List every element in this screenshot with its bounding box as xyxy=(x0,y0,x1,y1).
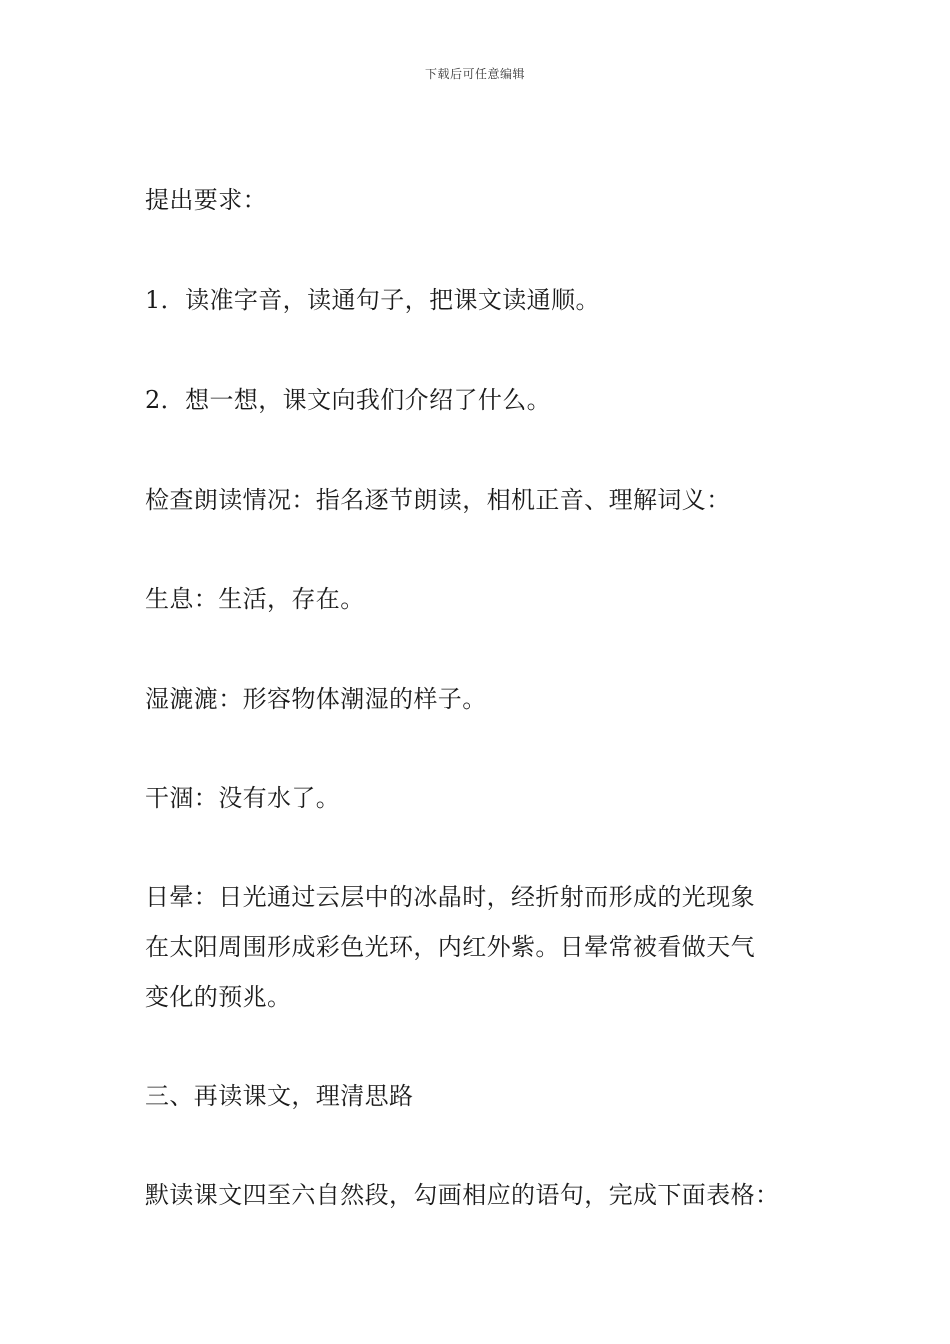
term-definition-shengxi: 生息：生活，存在。 xyxy=(145,585,365,613)
silent-reading-task: 默读课文四至六自然段，勾画相应的语句，完成下面表格： xyxy=(145,1181,780,1209)
page-header: 下载后可任意编辑 xyxy=(424,67,525,81)
term-definition-ganhe: 干涸：没有水了。 xyxy=(145,784,341,812)
term-definition-riyun xyxy=(145,872,815,1022)
requirement-item-2: 2．想一想，课文向我们介绍了什么。 xyxy=(145,386,552,414)
check-reading-paragraph: 检查朗读情况：指名逐节朗读，相机正音、理解词义： xyxy=(145,486,731,514)
section-three-heading: 三、再读课文，理清思路 xyxy=(145,1082,414,1110)
riyun-line-3: 变化的预兆。 xyxy=(145,983,292,1011)
requirement-item-1: 1．读准字音，读通句子，把课文读通顺。 xyxy=(145,286,600,314)
riyun-line-1: 日晕：日光通过云层中的冰晶时，经折射而形成的光现象 xyxy=(145,883,755,911)
term-definition-shilulu: 湿漉漉：形容物体潮湿的样子。 xyxy=(145,685,487,713)
requirements-heading: 提出要求： xyxy=(145,186,267,214)
riyun-line-2: 在太阳周围形成彩色光环，内红外紫。日晕常被看做天气 xyxy=(145,933,755,961)
